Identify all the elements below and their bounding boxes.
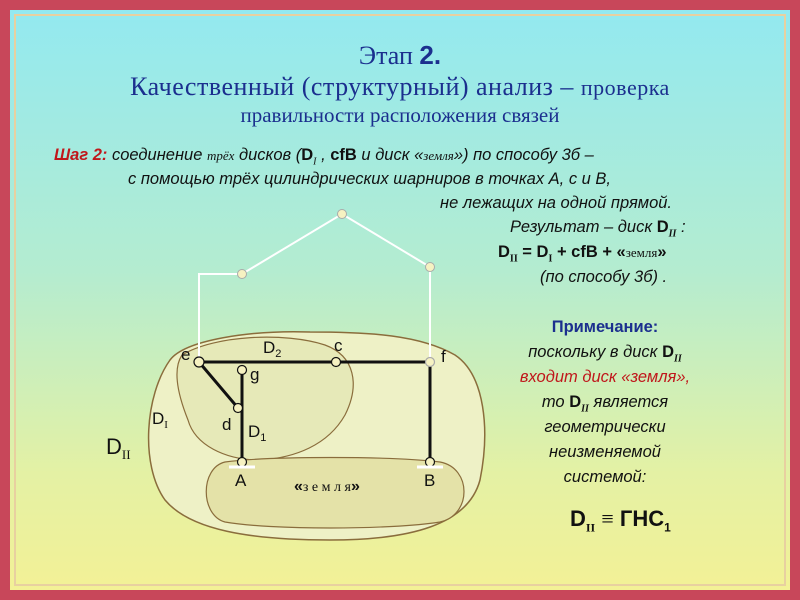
rod-cfb: cfB xyxy=(330,146,357,164)
note-text: то xyxy=(541,393,570,411)
label-c: c xyxy=(334,336,343,355)
label-e: e xyxy=(181,345,191,364)
slide xyxy=(10,10,790,590)
ground-word: земля xyxy=(423,148,454,163)
hinge-roof-top xyxy=(338,210,347,219)
disk-subscript: II xyxy=(585,520,596,535)
ground-word: земля xyxy=(625,245,658,260)
equation-text: » xyxy=(657,243,667,261)
hinge-g xyxy=(238,366,247,375)
result-text: Результат – диск xyxy=(510,218,657,236)
hinge-e xyxy=(194,357,204,367)
disk-subscript: I xyxy=(548,253,553,265)
disk-symbol: D xyxy=(656,218,669,236)
step-text: дисков ( xyxy=(234,146,302,164)
label-di: $D_I$ xyxy=(152,409,168,431)
gns-symbol: ГНС xyxy=(619,506,665,531)
disk-subscript: II xyxy=(668,228,677,240)
disk-symbol: D xyxy=(536,243,549,261)
disk-symbol: D xyxy=(662,343,674,361)
label-g: g xyxy=(250,365,260,384)
note-line-6: системой: xyxy=(563,468,647,486)
note-line-4: геометрически xyxy=(544,418,666,436)
stage-number: 2. xyxy=(419,40,442,70)
label-f: f xyxy=(441,347,446,366)
equals-sign: = xyxy=(517,243,537,261)
label-dii: $D_{II}$ xyxy=(106,434,131,462)
step-text-three: трёх xyxy=(206,148,235,163)
main-title-text: Качественный (структурный) анализ – xyxy=(130,72,581,101)
step-text: и диск « xyxy=(356,146,424,164)
step-line-2: с помощью трёх цилиндрических шарниров в точках А, с и В, xyxy=(128,170,612,188)
note-line-5: неизменяемой xyxy=(549,443,661,461)
note-text: является xyxy=(588,393,669,411)
hinge-c xyxy=(332,358,341,367)
disk-subscript: II xyxy=(509,253,518,265)
hinge-roof-left xyxy=(238,270,247,279)
note-line-2: входит диск «земля», xyxy=(519,368,691,386)
structure-diagram xyxy=(10,10,790,590)
step-method: (по способу 3б) . xyxy=(540,268,668,286)
equation-text: + cfB + « xyxy=(552,243,626,261)
note-title: Примечание: xyxy=(551,318,659,336)
label-ground: «з е м л я» xyxy=(294,478,360,495)
gns-subscript: 1 xyxy=(664,520,671,535)
note-text: поскольку в диск xyxy=(528,343,663,361)
step-text: соединение xyxy=(107,146,207,164)
step-text: , xyxy=(316,146,331,164)
hinge-a xyxy=(238,458,247,467)
label-d2: $D_2$ xyxy=(263,338,282,360)
result-text: : xyxy=(676,218,686,236)
disk-symbol: D xyxy=(301,146,314,164)
hinge-f xyxy=(426,358,435,367)
sub-title: правильности расположения связей xyxy=(240,103,560,127)
disk-subscript: II xyxy=(581,403,589,415)
step-text: ») по способу 3б – xyxy=(453,146,594,164)
disk-symbol: D xyxy=(569,393,582,411)
step-line-3: не лежащих на одной прямой. xyxy=(440,194,673,212)
disk-subscript: II xyxy=(673,353,682,365)
label-d: d xyxy=(222,415,232,434)
step-label: Шаг 2: xyxy=(54,146,108,164)
disk-symbol: D xyxy=(498,243,510,261)
identical-sign: ≡ xyxy=(601,506,614,531)
stage-title-text: Этап xyxy=(358,41,420,70)
disk-symbol: D xyxy=(570,506,586,531)
main-title-end: проверка xyxy=(580,75,670,100)
label-b: B xyxy=(424,471,436,490)
label-a: A xyxy=(235,471,247,490)
hinge-b xyxy=(426,458,435,467)
label-d1: $D_1$ xyxy=(248,422,267,444)
hinge-d xyxy=(234,404,243,413)
hinge-roof-right xyxy=(426,263,435,272)
disk-subscript: I xyxy=(313,156,317,168)
